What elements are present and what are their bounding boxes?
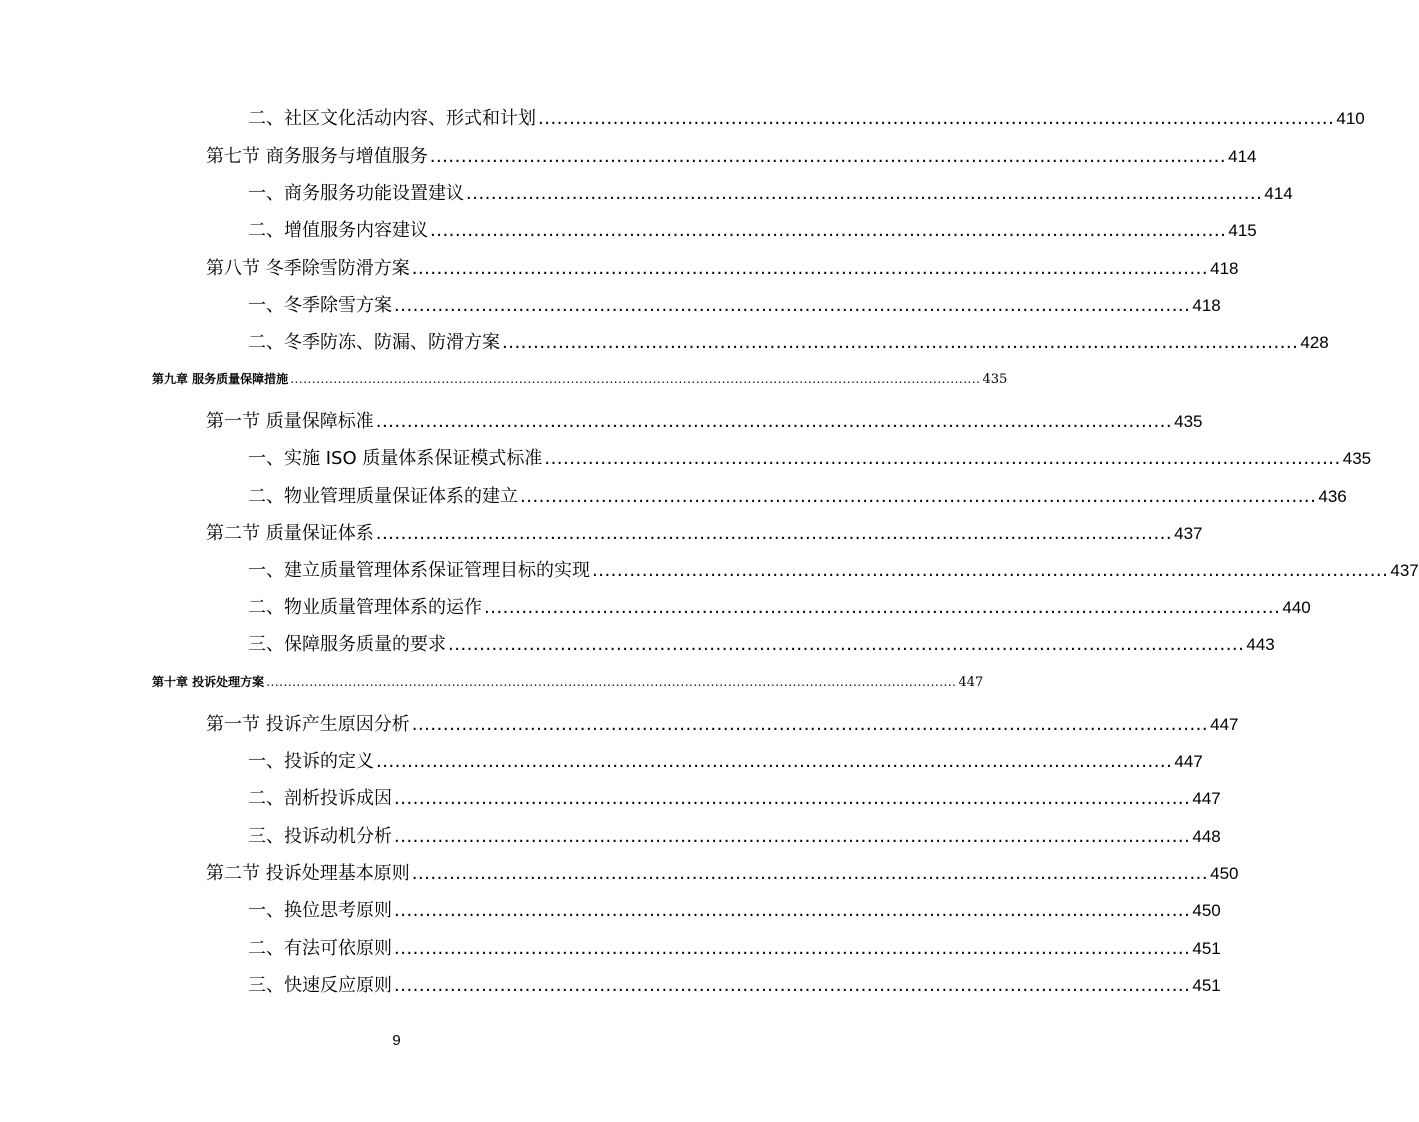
- toc-entry-title: 二、剖析投诉成因: [248, 788, 392, 809]
- toc-entry-page: 447: [1174, 752, 1203, 771]
- toc-chapter-entry: [152, 673, 984, 691]
- toc-leader-dots: ................................................................................................................................: [411, 258, 1209, 279]
- toc-entry-title: 二、有法可依原则: [248, 938, 392, 959]
- toc-entry-page: 447: [1192, 789, 1221, 808]
- toc-entry: [248, 898, 1221, 924]
- toc-entry-page: 437: [1390, 561, 1419, 580]
- toc-leader-dots: ................................................................................................................................: [394, 900, 1191, 921]
- toc-entry-page: 440: [1282, 598, 1311, 617]
- toc-leader-dots: ................................................................................................................................: [394, 975, 1191, 996]
- toc-entry-page: 447: [958, 675, 984, 690]
- toc-entry: [248, 293, 1221, 319]
- toc-leader-dots: ................................................................................................................................: [502, 332, 1299, 353]
- toc-entry-title: 一、冬季除雪方案: [248, 295, 392, 316]
- toc-leader-dots: ................................................................................................................................: [484, 597, 1281, 618]
- toc-entry-title: 一、换位思考原则: [248, 900, 392, 921]
- toc-entry: [206, 521, 1203, 547]
- toc-entry-page: 435: [982, 372, 1008, 387]
- toc-entry: [248, 936, 1221, 962]
- toc-leader-dots: ................................................................................................................................................................: [266, 675, 957, 689]
- toc-entry-page: 451: [1192, 939, 1221, 958]
- toc-entry: [248, 106, 1365, 132]
- toc-entry: [248, 218, 1257, 244]
- toc-leader-dots: ................................................................................................................................: [448, 634, 1245, 655]
- toc-entry: [206, 256, 1239, 282]
- toc-leader-dots: ................................................................................................................................: [520, 486, 1317, 507]
- toc-entry: [248, 595, 1311, 621]
- toc-entry-title: 第十章 投诉处理方案: [152, 675, 265, 689]
- toc-entry: [206, 144, 1257, 170]
- toc-entry-title: 二、物业质量管理体系的运作: [248, 597, 482, 618]
- toc-entry: [248, 446, 1372, 472]
- toc-entry-title: 二、冬季防冻、防漏、防滑方案: [248, 332, 500, 353]
- toc-entry-page: 414: [1264, 184, 1293, 203]
- toc-leader-dots: ................................................................................................................................: [592, 560, 1389, 581]
- toc-entry-page: 436: [1318, 487, 1347, 506]
- toc-entry-title: 第二节 质量保证体系: [206, 523, 374, 544]
- toc-entry-title: 三、投诉动机分析: [248, 826, 392, 847]
- toc-entry-page: 414: [1228, 147, 1257, 166]
- toc-entry-title: 二、社区文化活动内容、形式和计划: [248, 108, 536, 129]
- toc-entry: [248, 558, 1419, 584]
- toc-entry: [206, 409, 1203, 435]
- toc-entry-page: 448: [1192, 827, 1221, 846]
- toc-entry-page: 418: [1210, 259, 1239, 278]
- toc-entry-page: 418: [1192, 296, 1221, 315]
- toc-entry-page: 410: [1336, 109, 1365, 128]
- toc-leader-dots: ................................................................................................................................: [411, 863, 1209, 884]
- toc-leader-dots: ................................................................................................................................: [544, 448, 1341, 469]
- toc-leader-dots: ................................................................................................................................: [375, 523, 1173, 544]
- toc-entry: [248, 330, 1329, 356]
- toc-entry: [248, 749, 1203, 775]
- toc-entry-page: 450: [1192, 901, 1221, 920]
- toc-entry: [248, 484, 1347, 510]
- toc-entry-page: 437: [1174, 524, 1203, 543]
- toc-entry-page: 447: [1210, 715, 1239, 734]
- toc-entry: [248, 181, 1293, 207]
- toc-entry-page: 428: [1300, 333, 1329, 352]
- toc-entry: [248, 786, 1221, 812]
- toc-entry: [206, 861, 1239, 887]
- toc-entry-title: 第一节 质量保障标准: [206, 411, 374, 432]
- toc-entry-title: 三、保障服务质量的要求: [248, 634, 446, 655]
- toc-leader-dots: ................................................................................................................................: [375, 411, 1173, 432]
- toc-leader-dots: ................................................................................................................................: [430, 220, 1227, 241]
- toc-entry-title: 第七节 商务服务与增值服务: [206, 146, 428, 167]
- toc-entry-title: 一、建立质量管理体系保证管理目标的实现: [248, 560, 590, 581]
- toc-leader-dots: ................................................................................................................................: [394, 295, 1191, 316]
- toc-entry-page: 435: [1174, 412, 1203, 431]
- toc-entry-page: 415: [1228, 221, 1257, 240]
- toc-leader-dots: ................................................................................................................................................................: [290, 372, 981, 386]
- page-number: 9: [392, 1032, 401, 1049]
- toc-entry-title: 二、增值服务内容建议: [248, 220, 428, 241]
- toc-leader-dots: ................................................................................................................................: [411, 714, 1209, 735]
- toc-leader-dots: ................................................................................................................................: [394, 938, 1191, 959]
- toc-entry-title: 一、商务服务功能设置建议: [248, 183, 464, 204]
- toc-entry-title: 第二节 投诉处理基本原则: [206, 863, 410, 884]
- toc-leader-dots: ................................................................................................................................: [394, 788, 1191, 809]
- toc-leader-dots: ................................................................................................................................: [376, 751, 1173, 772]
- toc-entry-title: 一、投诉的定义: [248, 751, 374, 772]
- toc-leader-dots: ................................................................................................................................: [429, 146, 1227, 167]
- toc-entry-title: 第八节 冬季除雪防滑方案: [206, 258, 410, 279]
- toc-leader-dots: ................................................................................................................................: [538, 108, 1335, 129]
- toc-entry-page: 451: [1192, 976, 1221, 995]
- toc-chapter-entry: [152, 370, 1008, 388]
- toc-entry-page: 450: [1210, 864, 1239, 883]
- toc-leader-dots: ................................................................................................................................: [394, 826, 1191, 847]
- toc-entry: [248, 824, 1221, 850]
- toc-entry-page: 443: [1246, 635, 1275, 654]
- toc-entry-title: 第九章 服务质量保障措施: [152, 372, 289, 386]
- toc-entry: [206, 712, 1239, 738]
- toc-entry: [248, 632, 1275, 658]
- toc-entry-title: 一、实施 ISO 质量体系保证模式标准: [248, 448, 543, 469]
- toc-entry-page: 435: [1342, 449, 1372, 468]
- toc-entry: [248, 973, 1221, 999]
- toc-entry-title: 第一节 投诉产生原因分析: [206, 714, 410, 735]
- toc-entry-title: 二、物业管理质量保证体系的建立: [248, 486, 518, 507]
- toc-leader-dots: ................................................................................................................................: [466, 183, 1263, 204]
- toc-entry-title: 三、快速反应原则: [248, 975, 392, 996]
